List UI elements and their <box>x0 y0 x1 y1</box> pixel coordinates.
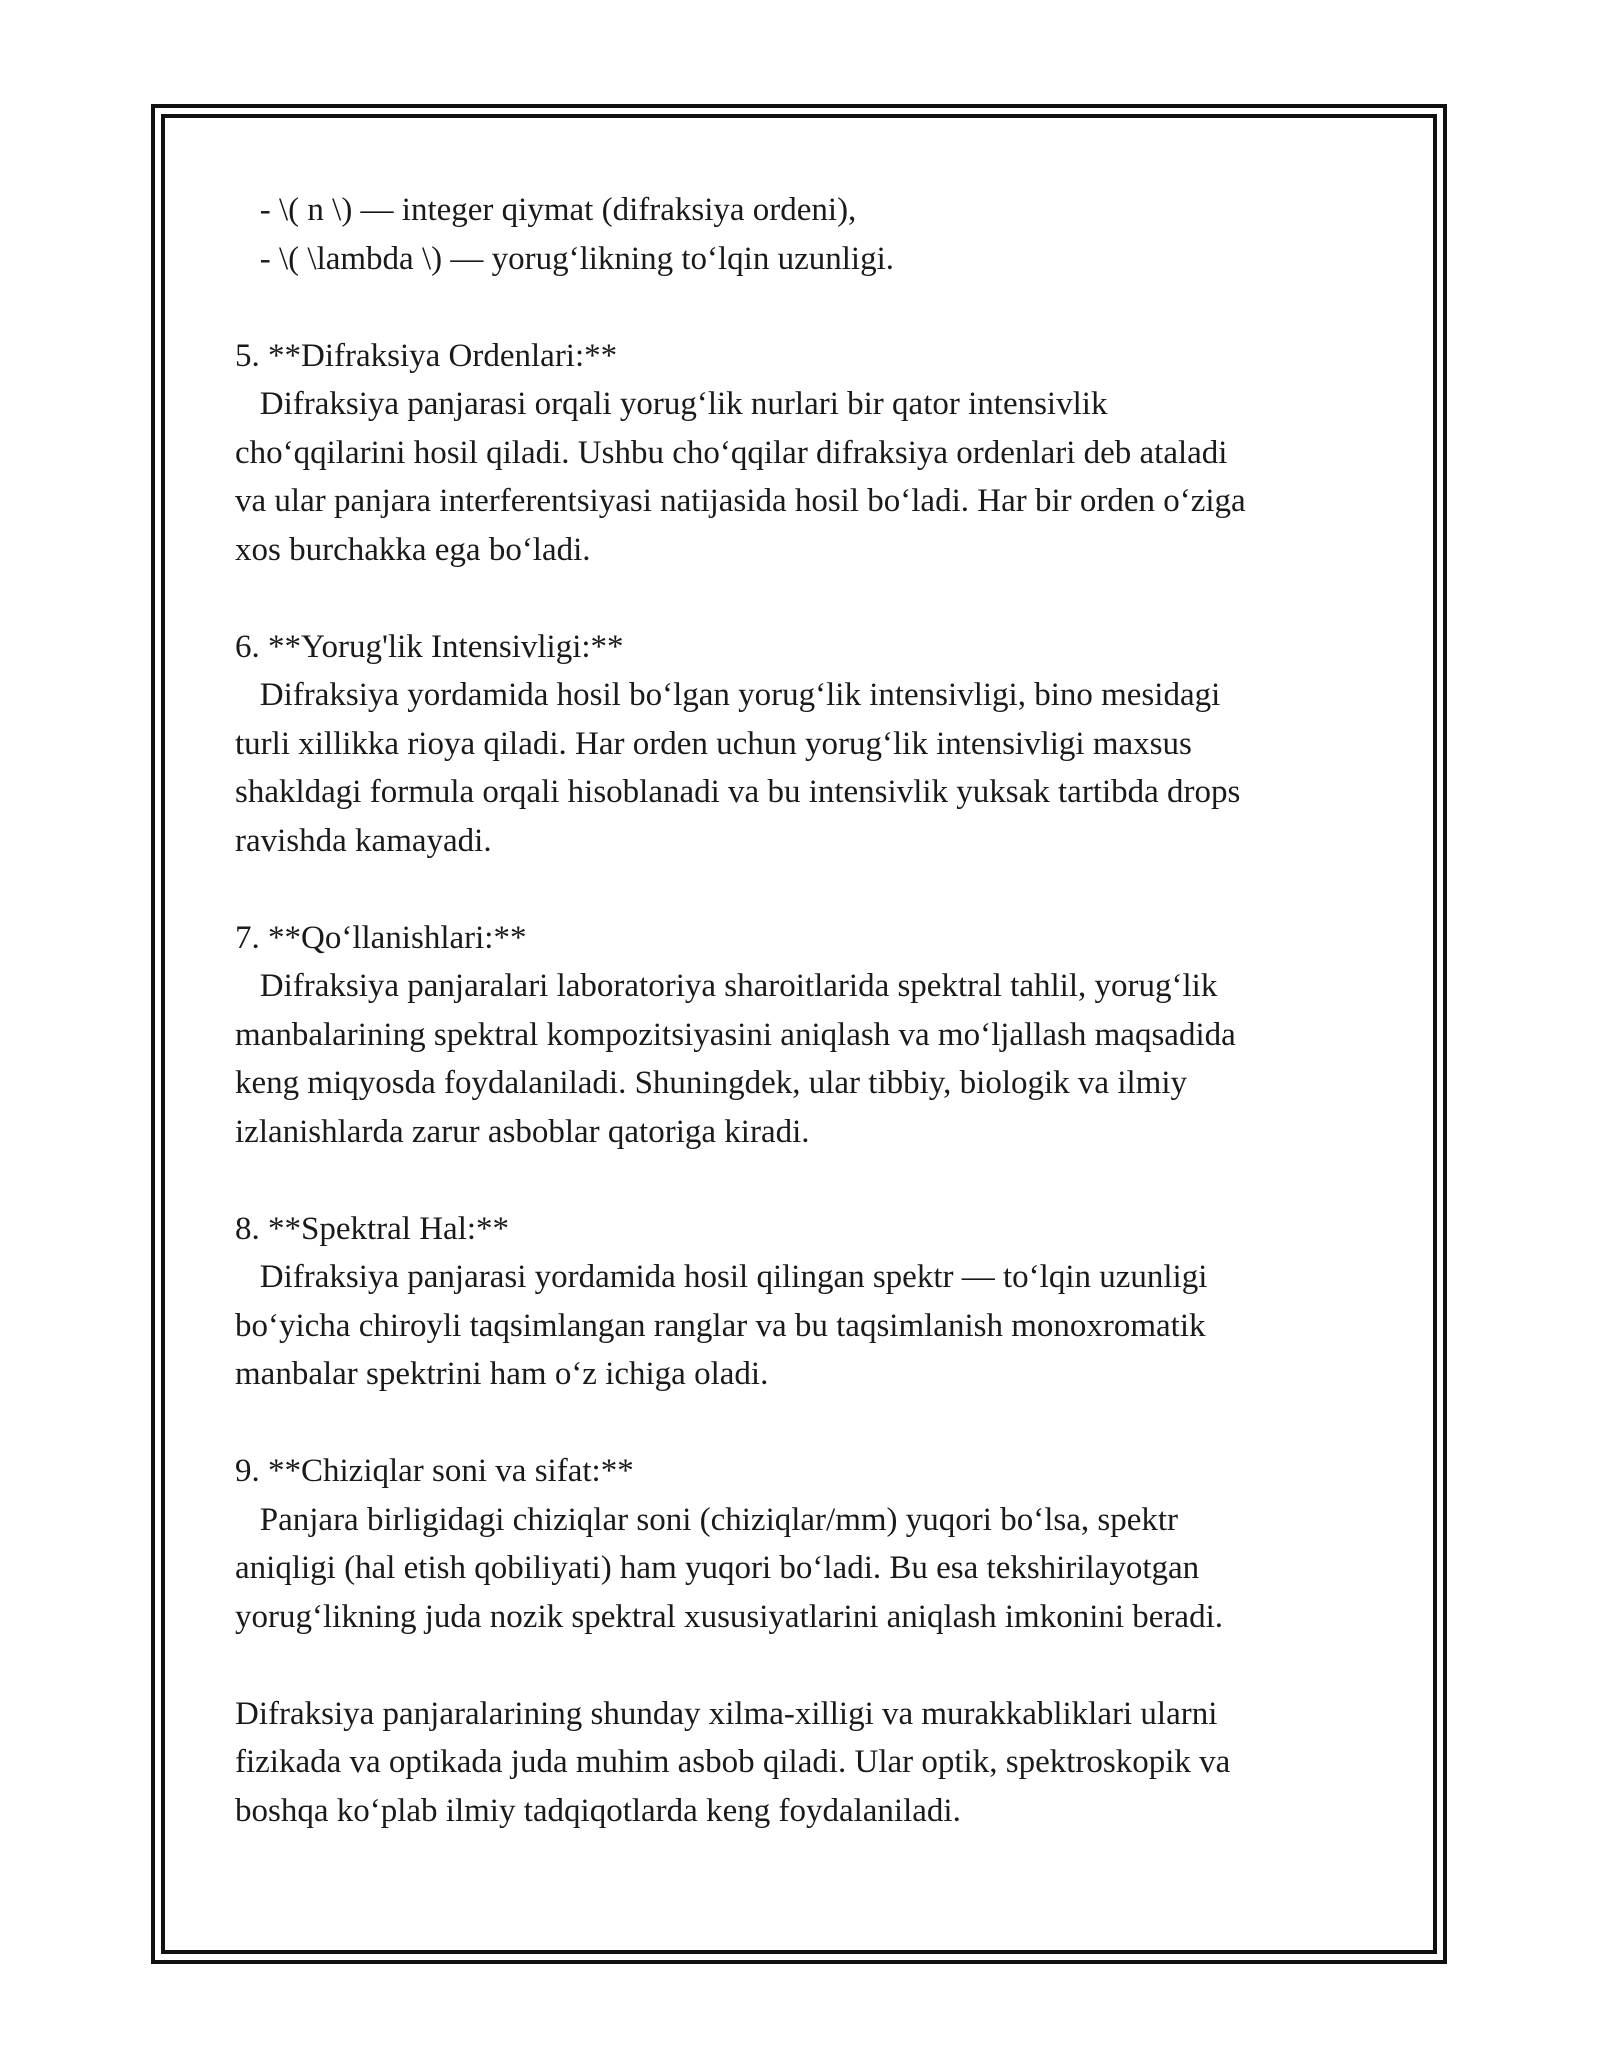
blank-line <box>235 283 1365 332</box>
text-line: va ular panjara interferentsiyasi natijasida hosil bo‘ladi. Har bir orden o‘ziga <box>235 483 1246 519</box>
text-line: ravishda kamayadi. <box>235 822 492 859</box>
document-body <box>235 186 1365 1835</box>
section-heading: 7. **Qo‘llanishlari:** <box>235 919 527 956</box>
text-line: keng miqyosda foydalaniladi. Shuningdek, ular tibbiy, biologik va ilmiy <box>235 1065 1187 1101</box>
text-line: turli xillikka rioya qiladi. Har orden uchun yorug‘lik intensivligi maxsus <box>235 725 1192 762</box>
text-line: Panjara birligidagi chiziqlar soni (chiziqlar/mm) yuqori bo‘lsa, spektr <box>235 1501 1178 1538</box>
text-line: Difraksiya panjarasi orqali yorug‘lik nurlari bir qator intensivlik <box>235 386 1108 422</box>
blank-line <box>235 1399 1365 1448</box>
text-line: Difraksiya panjaralari laboratoriya sharoitlarida spektral tahlil, yorug‘lik <box>235 968 1218 1004</box>
text-line: yorug‘likning juda nozik spektral xususiyatlarini aniqlash imkonini beradi. <box>235 1598 1223 1635</box>
section-heading: 9. **Chiziqlar soni va sifat:** <box>235 1453 634 1489</box>
text-line: cho‘qqilarini hosil qiladi. Ushbu cho‘qqilar difraksiya ordenlari deb ataladi <box>235 434 1228 471</box>
text-line: shakldagi formula orqali hisoblanadi va bu intensivlik yuksak tartibda drops <box>235 774 1241 810</box>
blank-line <box>235 865 1365 914</box>
text-line: xos burchakka ega bo‘ladi. <box>235 531 591 568</box>
text-line: boshqa ko‘plab ilmiy tadqiqotlarda keng foydalaniladi. <box>235 1792 961 1829</box>
text-line: - \( n \) — integer qiymat (difraksiya ordeni), <box>235 192 857 228</box>
text-line: Difraksiya panjarasi yordamida hosil qilingan spektr — to‘lqin uzunligi <box>235 1259 1208 1295</box>
text-line: Difraksiya panjaralarining shunday xilma-xilligi va murakkabliklari ularni <box>235 1695 1218 1732</box>
section-heading: 8. **Spektral Hal:** <box>235 1210 510 1247</box>
text-line: fizikada va optikada juda muhim asbob qiladi. Ular optik, spektroskopik va <box>235 1744 1231 1780</box>
blank-line <box>235 1641 1365 1690</box>
text-line: izlanishlarda zarur asboblar qatoriga kiradi. <box>235 1113 810 1150</box>
text-line: bo‘yicha chiroyli taqsimlangan ranglar va bu taqsimlanish monoxromatik <box>235 1307 1206 1344</box>
text-line: - \( \lambda \) — yorug‘likning to‘lqin uzunligi. <box>235 240 894 277</box>
text-line: manbalar spektrini ham o‘z ichiga oladi. <box>235 1356 769 1392</box>
section-heading: 6. **Yorug'lik Intensivligi:** <box>235 628 624 665</box>
blank-line <box>235 1156 1365 1205</box>
text-line: manbalarining spektral kompozitsiyasini aniqlash va mo‘ljallash maqsadida <box>235 1016 1236 1053</box>
text-line: aniqligi (hal etish qobiliyati) ham yuqori bo‘ladi. Bu esa tekshirilayotgan <box>235 1550 1200 1586</box>
section-heading: 5. **Difraksiya Ordenlari:** <box>235 337 618 374</box>
blank-line <box>235 574 1365 623</box>
text-line: Difraksiya yordamida hosil bo‘lgan yorug‘lik intensivligi, bino mesidagi <box>235 677 1221 713</box>
